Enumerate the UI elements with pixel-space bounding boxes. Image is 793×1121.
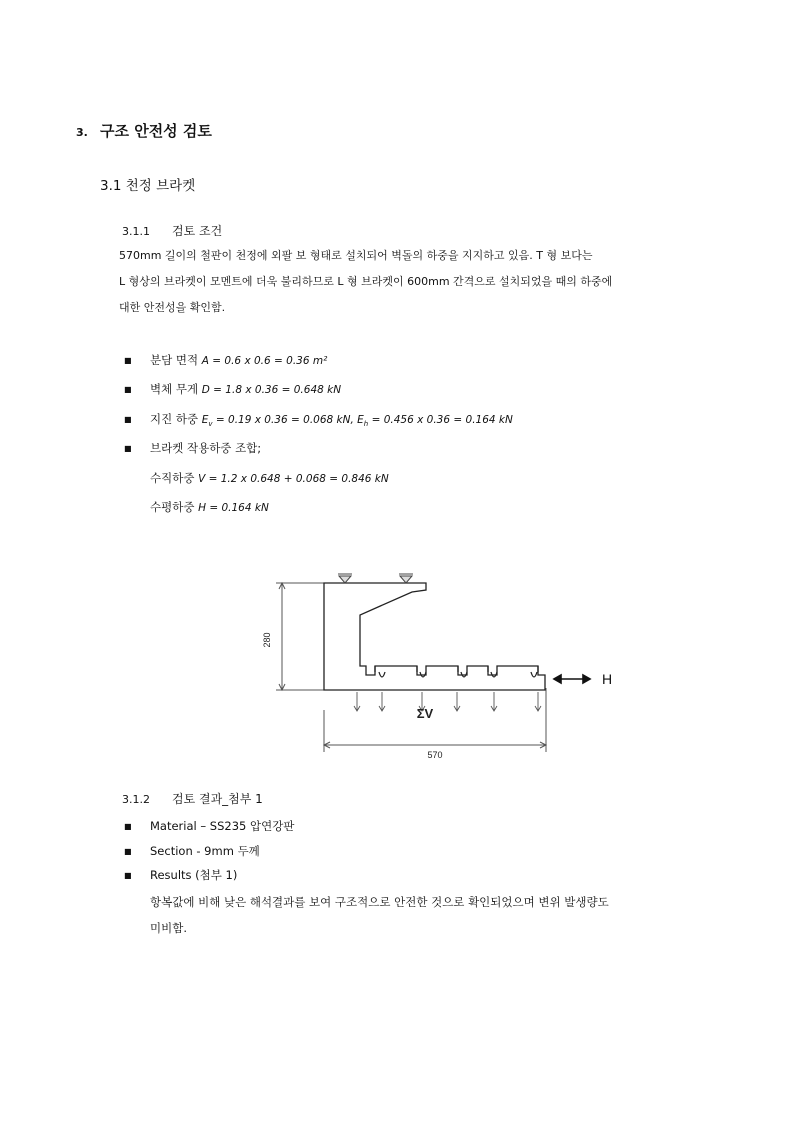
- bullet-item: [124, 843, 260, 859]
- load-sum-label: ΣV: [416, 706, 434, 721]
- paragraph-line: L 형상의 브라켓이 모멘트에 더욱 불리하므로 L 형 브라켓이 600mm 간격으로 설치되었을 때의 하중에: [119, 275, 613, 288]
- horizontal-load-line: 수평하중 H = 0.164 kN: [150, 500, 269, 514]
- paragraph-line: 항복값에 비해 낮은 해석결과를 보여 구조적으로 안전한 것으로 확인되었으며 변위 발생량도: [150, 895, 609, 909]
- paragraph-line: 570mm 길이의 철판이 천정에 외팔 보 형태로 설치되어 벽돌의 하중을 지지하고 있음. T 형 보다는: [119, 249, 593, 262]
- bullet-equation: $E_v = 0.19$ x 0.36 = 0.068 kN, $E_h = 0.456$ x 0.36 = 0.164 kN: [201, 414, 513, 429]
- paragraph-line: 대한 안전성을 확인함.: [119, 301, 226, 314]
- bullet-equation: D = 1.8 x 0.36 = 0.648 kN: [201, 384, 342, 396]
- section-number: 3.: [76, 126, 88, 139]
- bullet-item: [124, 818, 294, 834]
- section-heading: [76, 120, 212, 141]
- subsubsection-title: 검토 결과_첨부 1: [172, 792, 263, 806]
- bullet-label: 분담 면적: [150, 353, 202, 367]
- width-dimension-label: 570: [427, 750, 443, 760]
- load-arrows: [354, 692, 541, 711]
- bullet-label: Results (첨부 1): [150, 868, 238, 882]
- bullet-icon: ■: [124, 847, 132, 856]
- section-title: 구조 안전성 검토: [100, 122, 212, 140]
- bullet-icon: ■: [124, 822, 132, 831]
- subsubsection-number: 3.1.2: [122, 793, 150, 806]
- vertical-load-line: 수직하중 V = 1.2 x 0.648 + 0.068 = 0.846 kN: [150, 471, 389, 485]
- subsubsection-title: 검토 조건: [172, 224, 223, 238]
- bullet-item: [124, 440, 261, 456]
- height-dimension-label: 280: [262, 632, 272, 648]
- bullet-icon: ■: [124, 444, 132, 453]
- subsubsection-heading-311: [122, 222, 222, 239]
- subsection-heading: 3.1 천정 브라켓: [100, 178, 196, 194]
- horizontal-force-arrow: [554, 675, 590, 683]
- horizontal-force-label: H: [602, 671, 613, 687]
- bullet-label: 벽체 무게: [150, 382, 202, 396]
- paragraph-conditions: [119, 243, 612, 321]
- bullet-item: [124, 352, 327, 368]
- support-triangle-icon: [400, 576, 412, 583]
- subsubsection-heading-312: [122, 790, 263, 807]
- bullet-equation: A = 0.6 x 0.6 = 0.36 m²: [201, 355, 328, 367]
- bracket-diagram: [262, 560, 622, 760]
- support-triangle-icon: [339, 576, 351, 583]
- bullet-icon: ■: [124, 356, 132, 365]
- bullet-item: [124, 381, 341, 397]
- subsubsection-number: 3.1.1: [122, 225, 150, 238]
- bullet-label: Material – SS235 압연강판: [150, 819, 295, 833]
- paragraph-line: 미비함.: [150, 921, 187, 935]
- result-paragraph: [150, 889, 609, 941]
- bullet-icon: ■: [124, 385, 132, 394]
- bracket-outline: [324, 583, 545, 690]
- bullet-icon: ■: [124, 415, 132, 424]
- bullet-icon: ■: [124, 871, 132, 880]
- bullet-label: 지진 하중: [150, 412, 202, 426]
- bullet-item: [124, 411, 513, 428]
- bullet-label: 브라켓 작용하중 조합;: [150, 441, 262, 455]
- bullet-label: Section - 9mm 두께: [150, 844, 260, 858]
- bullet-item: [124, 867, 237, 883]
